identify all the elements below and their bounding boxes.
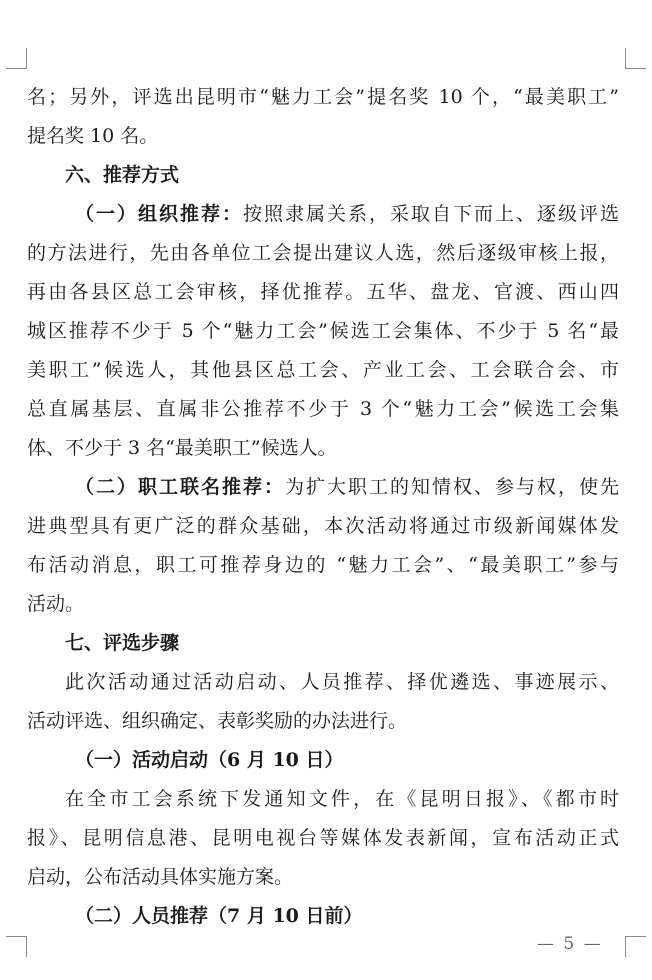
page-number: — 5 — bbox=[537, 934, 603, 954]
paragraph-line: 再由各县区总工会审核，择优推荐。五华、盘龙、官渡、西山四 bbox=[27, 281, 619, 303]
subsection-heading: （一）活动启动（6 月 10 日） bbox=[75, 749, 344, 771]
subsection-heading: （二）人员推荐（7 月 10 日前） bbox=[75, 905, 363, 927]
paragraph-line: 进典型具有更广泛的群众基础，本次活动将通过市级新闻媒体发 bbox=[27, 515, 619, 537]
paragraph-line: 启动，公布活动具体实施方案。 bbox=[27, 866, 294, 888]
corner-mark-bottom-left bbox=[6, 936, 27, 957]
paragraph-line: 提名奖 10 名。 bbox=[27, 125, 159, 147]
paragraph-line: 活动。 bbox=[27, 593, 85, 615]
corner-mark-top-right bbox=[625, 48, 646, 69]
subheading-lead: （一）组织推荐： bbox=[75, 203, 243, 225]
section-heading: 七、评选步骤 bbox=[65, 632, 180, 654]
paragraph-line bbox=[27, 195, 619, 234]
corner-mark-bottom-right bbox=[625, 936, 646, 957]
document-body bbox=[27, 78, 619, 936]
section-heading: 六、推荐方式 bbox=[65, 164, 180, 186]
paragraph-line: 名；另外，评选出昆明市“魅力工会”提名奖 10 个，“最美职工” bbox=[27, 86, 619, 108]
paragraph-line: 的方法进行，先由各单位工会提出建议人选，然后逐级审核上报， bbox=[27, 242, 619, 264]
paragraph-line: 在全市工会系统下发通知文件，在《昆明日报》、《都市时 bbox=[65, 788, 619, 810]
paragraph-line: 美职工”候选人，其他县区总工会、产业工会、工会联合会、市 bbox=[27, 359, 619, 381]
paragraph-line bbox=[27, 468, 619, 507]
corner-mark-top-left bbox=[6, 48, 27, 69]
paragraph-text: 按照隶属关系，采取自下而上、逐级评选 bbox=[243, 203, 619, 225]
paragraph-line: 总直属基层、直属非公推荐不少于 3 个“魅力工会”候选工会集 bbox=[27, 398, 619, 420]
paragraph-line: 活动评选、组织确定、表彰奖励的办法进行。 bbox=[27, 710, 408, 732]
paragraph-text: 为扩大职工的知情权、参与权，使先 bbox=[285, 476, 619, 498]
paragraph-line: 体、不少于 3 名“最美职工”候选人。 bbox=[27, 437, 337, 459]
subheading-lead: （二）职工联名推荐： bbox=[75, 476, 285, 498]
paragraph-line: 此次活动通过活动启动、人员推荐、择优遴选、事迹展示、 bbox=[65, 671, 619, 693]
paragraph-line: 城区推荐不少于 5 个“魅力工会”候选工会集体、不少于 5 名“最 bbox=[27, 320, 619, 342]
paragraph-line: 布活动消息，职工可推荐身边的 “魅力工会”、“最美职工”参与 bbox=[27, 554, 619, 576]
paragraph-line: 报》、昆明信息港、昆明电视台等媒体发表新闻，宣布活动正式 bbox=[27, 827, 619, 849]
